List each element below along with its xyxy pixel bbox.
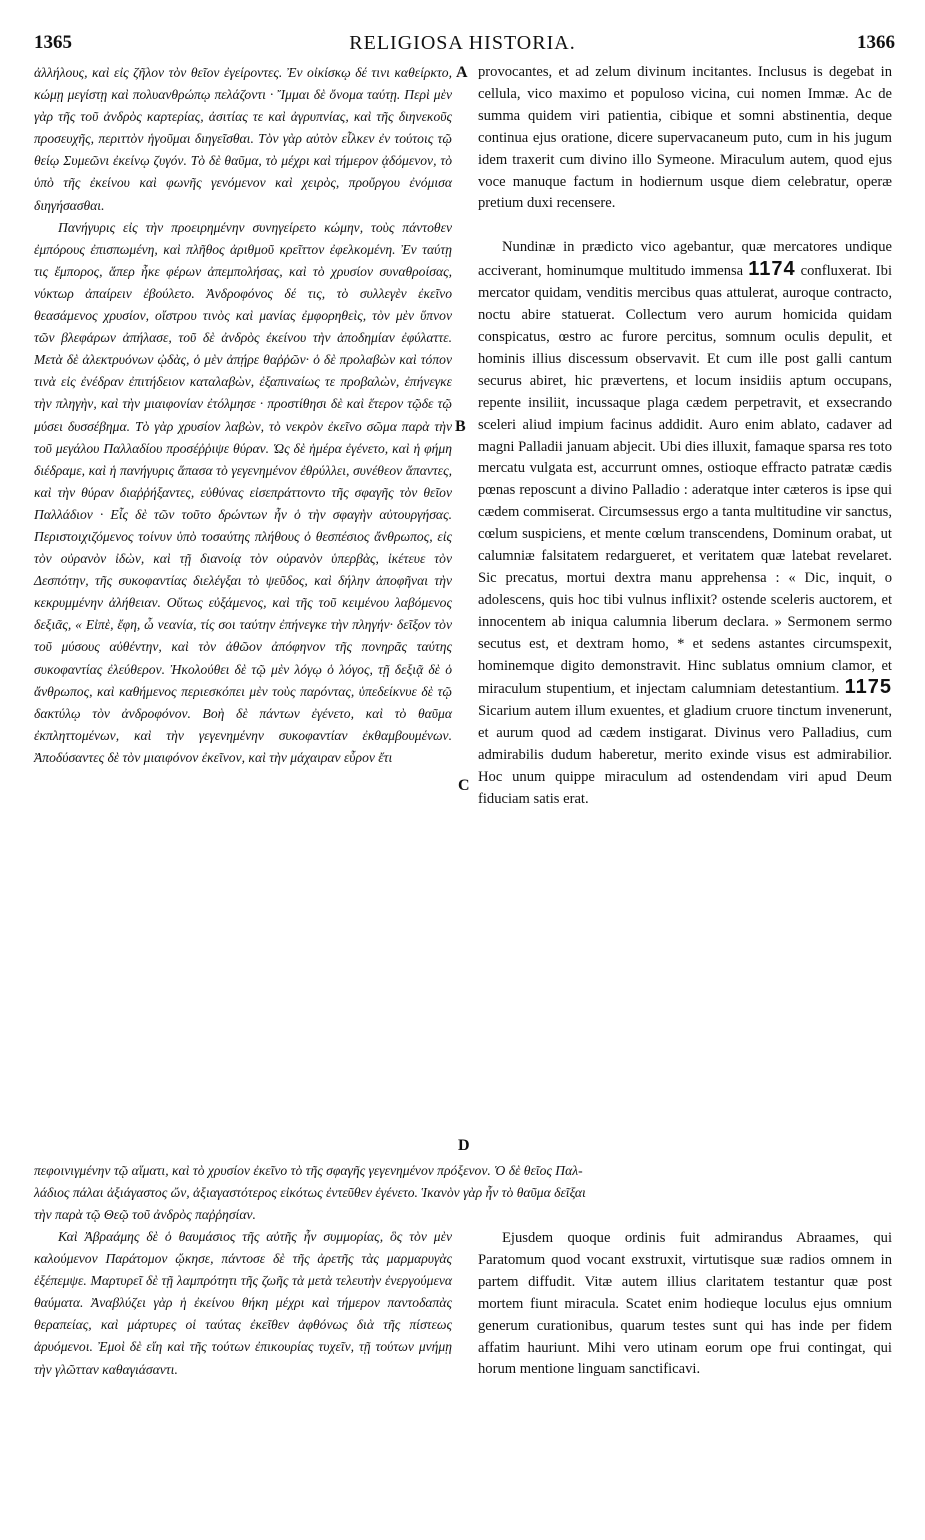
latin-paragraph-3: Ejusdem quoque ordinis fuit admirandus Abraames, qui Paratomum quod vocant exstruxit, virtutisque suæ radios omnem in partem diffudit. Vitæ autem illius claritatem testantur quæ post mortem fiunt miracula. Scatet enim hodieque loculus ejus omnium generum curationibus, quarum testes sunt qui has inde per fidem affatim hauriunt. Mihi vero utinam eorum ope frui contingat, qui horum mentione linguam sanctificavi. (478, 1230, 892, 1378)
latin-column-lower (478, 1228, 892, 1381)
greek-paragraph-3: Καὶ Ἀβραάμης δὲ ὁ θαυμάσιος τῆς αὐτῆς ἦν συμμορίας, ὃς τὸν μὲν καλούμενον Παράτομον ᾤκησε, πάντοσε δὲ τῆς ἀρετῆς τὰς μαρμαρυγὰς ἐξέπεμψε. Μαρτυρεῖ δὲ τῇ λαμπρότητι τῆς ζωῆς τὰ μετὰ τελευτὴν ἐνεργούμενα θαύματα. Ἀναβλύζει γὰρ ἡ ἐκείνου θήκη μέχρι καὶ τήμερον παντοδαπὰς θεραπείας, καὶ μάρτυρες οἱ ταύτας ἐκεῖθεν ἀφθόνως διὰ τῆς πίστεως ἀρυόμενοι. Ἐμοὶ δὲ εἴη καὶ τῆς τούτων ἐπικουρίας τυχεῖν, τῇ τούτων μνήμῃ τὴν γλῶτταν καθαγιάσαντι. (34, 1229, 452, 1377)
column-number-1175: 1175 (844, 676, 892, 699)
greek-column (34, 62, 452, 769)
margin-marker-a: A (456, 64, 468, 81)
greek-spanning-line-2: λάδιος πάλαι ἀξιάγαστος ὤν, ἀξιαγαστότερος εἰκότως ἐντεῦθεν ἐγένετο. Ἱκανὸν γὰρ ἦν τὸ θαῦμα δεῖξαι (34, 1185, 586, 1200)
latin-paragraph-2a: Nundinæ in prædicto vico agebantur, quæ mercatores undique acciverant, hominumque multitudo immensa (478, 239, 892, 280)
page-number-left: 1365 (34, 32, 72, 53)
greek-paragraph-1: ἀλλήλους, καὶ εἰς ζῆλον τὸν θεῖον ἐγείροντες. Ἐν οἰκίσκῳ δέ τινι καθείρκτο, κώμῃ μεγίστῃ καὶ πολυανθρώπῳ πελάζοντι · Ἴμμαι δὲ ὄνομα ταύτῃ. Περὶ μὲν γὰρ τῆς τοῦ ἀνδρὸς καρτερίας, ἀσιτίας τε καὶ ἀγρυπνίας, καὶ τῆς διηνεκοῦς προσευχῆς, περιττὸν ἡγοῦμαι διηγεῖσθαι. Τὸν γὰρ αὐτὸν εἶλκεν ἐν τούτοις τῷ θείῳ Συμεῶνι ἐκείνῳ ζυγόν. Τὸ δὲ θαῦμα, τὸ μέχρι καὶ τήμερον ᾀδόμενον, τὸ ὑπὸ τῆς ἐκείνου καὶ φωνῆς γενόμενον καὶ χειρὸς, προὔργου ἐνόμισα διηγήσασθαι. (34, 65, 452, 213)
running-title: RELIGIOSA HISTORIA. (349, 32, 576, 54)
greek-spanning-line-3: τὴν παρὰ τῷ Θεῷ τοῦ ἀνδρὸς παῤῥησίαν. (34, 1207, 256, 1222)
page-number-right: 1366 (857, 32, 895, 53)
greek-column-lower (34, 1226, 452, 1381)
page-header (0, 32, 925, 58)
latin-paragraph-1: provocantes, et ad zelum divinum incitantes. Inclusus is degebat in cellula, vico maximo et populoso vicina, cui nomen Immæ. Ac de summa quidem viri patientia, cibique et somni abstinentia, deque continua ejus oratione, dicere supervacaneum puto, cum in his jugum idem traxerit cum divino illo Symeone. Miraculum autem, quod ejus voce manuque factum in hodiernum usque diem celebratur, operæ pretium duxi recensere. (478, 64, 892, 212)
latin-paragraph-2c: Sicarium autem illum exuentes, et gladium cruore tinctum invenerunt, et aurum quod ad cædem instigarat. Divinus vero Palladius, cum admirabilis dudum haberetur, merito exinde visus est admirabilior. Hoc unum quippe miraculum ad ostendendam viri apud Deum fiduciam satis erat. (478, 703, 892, 807)
latin-paragraph-2b: confluxerat. Ibi mercator quidam, venditis mercibus quas attulerat, auroque contracto, noctu abire statuerat. Collectum vero aurum homicida quidam conspicatus, œstro ac furore percitus, somnum oculis depulit, et hominis illius discessum observavit. Et cum ille post galli cantum securus abiret, hic prævertens, et locum insidiis aptum occupans, repente insiliit, incussaque plaga cædem perpetravit, et exsecrando sceleri aliud impium facinus addidit. Auro enim ablato, cadaver ad magni Palladii januam abjecit. Ubi dies illuxit, famaque sparsa res toto mercatu vulgata est, accurrunt omnes, ostioque effracto patratæ cædis pœnas reposcunt a divino Palladio : aderatque inter cæteros is ipse qui cædem commiserat. Circumsessus ergo a tanta multitudine vir sanctus, cœlum suspiciens, et mente cœlum transcendens, Dominum orabat, ut calumniæ falsitatem redargueret, et veritatem quæ latebat revelaret. Sic precatus, mortui dextra manu apprehensa : « Dic, inquit, o adolescens, quis hoc tibi vulnus inflixit? ostende sceleris auctorem, et innocentem ab iniqua calumnia liberum declara. » Sermonem sermo secutus est, et dextram homo, * et sedens astantes circumspexit, hominemque digito demonstravit. Hinc sublatus omnium clamor, et miraculum stupentium, et injectam calumniam detestantium. (478, 263, 892, 698)
latin-column (478, 62, 892, 811)
latin-paragraph-2 (478, 237, 892, 811)
greek-spanning-line-1: πεφοινιγμένην τῷ αἵματι, καὶ τὸ χρυσίον ἐκεῖνο τὸ τῆς σφαγῆς γεγενημένον πρόξενον. Ὁ δὲ θεῖος Παλ- (34, 1163, 583, 1178)
margin-marker-b: B (455, 418, 466, 435)
margin-marker-c: C (458, 777, 470, 794)
column-number-1174: 1174 (748, 258, 796, 281)
greek-paragraph-2: Πανήγυρις εἰς τὴν προειρημένην συνηγείρετο κώμην, τοὺς πάντοθεν ἐμπόρους ἐπισπωμένη, καὶ πλῆθος ἀριθμοῦ κρεῖττον ἐφελκομένη. Ἐν ταύτῃ τις ἔμπορος, ἅπερ ἧκε φέρων ἀπεμπολήσας, καὶ τὸ χρυσίον συναθροίσας, νύκτωρ ἀπαίρειν ἐβούλετο. Ἀνδροφόνος δέ τις, τὸ συλλεγὲν ἐκεῖνο θεασάμενος χρυσίον, οἴστρου τινὸς καὶ μανίας ἐμφορηθεὶς, τὸν μὲν ὕπνον τῶν βλεφάρων ἀπήλασε, τοῦ δὲ ἀνδρὸς ἐκείνου τὴν ἀποδημίαν ἐφύλαττε. Μετὰ δὲ ἀλεκτρυόνων ᾠδὰς, ὁ μὲν ἀπῄρε θαῤῥῶν· ὁ δὲ προλαβὼν καὶ τόπον τινὰ εἰς ἐνέδραν ἐπιτήδειον καταλαβὼν, ἐξαπιναίως τε προβαλὼν, ἐπήνεγκε τὴν πληγὴν, καὶ τὴν μιαιφονίαν ἐτόλμησε · προστίθησι δὲ καὶ ἕτερον τῷδε τῷ μύσει δυσσέβημα. Τὸ γὰρ χρυσίον λαβὼν, τὸ νεκρὸν ἐκεῖνο σῶμα παρὰ τὴν τοῦ μεγάλου Παλλαδίου προσέῤῥιψε θύραν. Ὡς δὲ ἡμέρα ἐγένετο, καὶ ἡ φήμη διέδραμε, καὶ ἡ πανήγυρις ἅπασα τὸ γεγενημένον ἐθρύλλει, συνέθεον ἅπαντες, καὶ τὴν θύραν διαῤῥήξαντες, εὐθύνας εἰσεπράττοντο τῆς σφαγῆς τὸν θεῖον Παλλάδιον · Εἷς δὲ τῶν τοῦτο δρώντων ἦν ὁ τὴν σφαγὴν αὐτουργήσας. Περιστοιχιζόμενος τοίνυν ὑπὸ τοσαύτης πλήθους ὁ θεσπέσιος ἄνθρωπος, εἰς τὸν οὐρανὸν ἰδὼν, καὶ τῇ διανοίᾳ τὸν οὐρανὸν ὑπερβὰς, ἱκέτευε τὸν Δεσπότην, τῆς συκοφαντίας διελέγξαι τὸ ψεῦδος, καὶ δήλην ἀποφῆναι τὴν κεκρυμμένην ἀλήθειαν. Οὕτως εὐξάμενος, καὶ τῆς τοῦ κειμένου λαβόμενος δεξιᾶς, « Εἰπὲ, ἔφη, ὦ νεανία, τίς σοι ταύτην ἐπήνεγκε τὴν πληγήν· δεῖξον τὸν τοῦ μύσους αὐθέντην, καὶ τὸν ἀθῶον ἀπόφηνον τῆς πονηρᾶς ταύτης συκοφαντίας ἐλεύθερον. Ἠκολούθει δὲ τῷ μὲν λόγῳ ὁ λόγος, τῇ δεξιᾷ δὲ ὁ ἄνθρωπος, καὶ καθήμενος περιεσκόπει μὲν τοὺς παρόντας, ὑπεδείκνυε δὲ τῷ δακτύλῳ τὸν ἀνδροφόνον. Βοὴ δὲ πάντων ἐγένετο, καὶ τὸ θαῦμα ἐκπληττομένων, καὶ τὴν γεγενημένην συκοφαντίαν ἐκθαμβουμένων. Ἀποδύσαντες δὲ τὸν μιαιφόνον ἐκεῖνον, καὶ τὴν μάχαιραν εὗρον ἔτι (34, 219, 452, 765)
margin-marker-d: D (458, 1137, 470, 1154)
